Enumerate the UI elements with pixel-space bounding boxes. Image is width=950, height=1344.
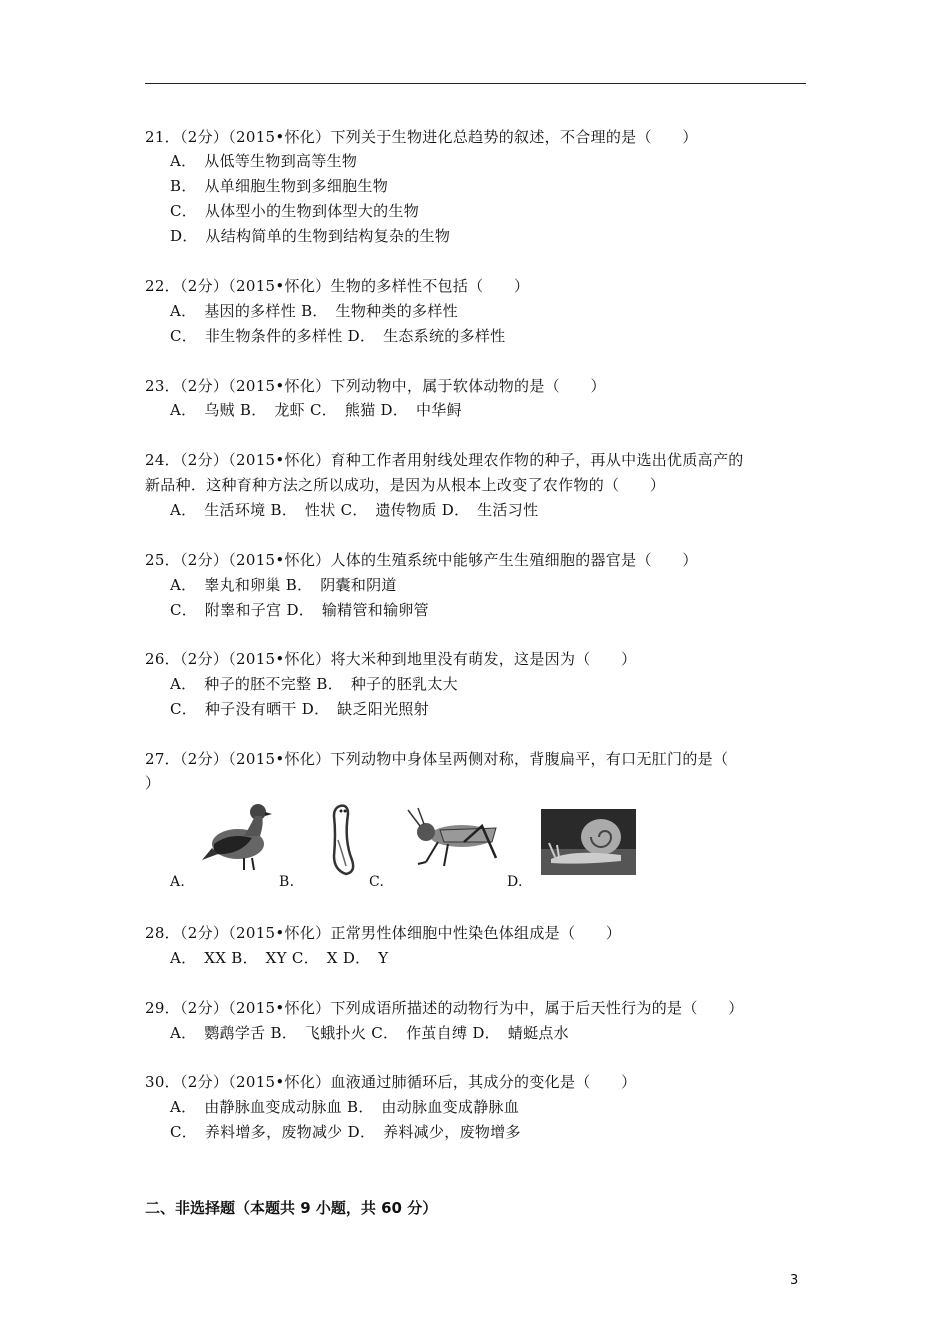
question-24-options: A． 生活环境 B． 性状 C． 遗传物质 D． 生活习性: [170, 501, 539, 519]
question-30-options-ab: A． 由静脉血变成动脉血 B． 由动脉血变成静脉血: [170, 1098, 520, 1116]
header-rule: [145, 83, 806, 84]
question-27-option-a: A.: [170, 874, 186, 890]
question-26-stem: 26．（2分）（2015•怀化）将大米种到地里没有萌发，这是因为（ ）: [145, 650, 637, 668]
question-25-options-ab: A． 睾丸和卵巢 B． 阴囊和阴道: [170, 576, 397, 594]
question-25-options-cd: C． 附睾和子宫 D． 输精管和输卵管: [170, 601, 429, 619]
question-30-options-cd: C． 养料增多，废物减少 D． 养料减少，废物增多: [170, 1123, 521, 1141]
question-29-options: A． 鹦鹉学舌 B． 飞蛾扑火 C． 作茧自缚 D． 蜻蜓点水: [170, 1024, 569, 1042]
question-26-options-ab: A． 种子的胚不完整 B． 种子的胚乳太大: [170, 675, 458, 693]
question-21-option-a: A． 从低等生物到高等生物: [170, 152, 358, 170]
snail-image: [541, 809, 636, 875]
question-24-stem: 24．（2分）（2015•怀化）育种工作者用射线处理农作物的种子，再从中选出优质高产的: [145, 451, 744, 469]
question-21-stem: 21．（2分）（2015•怀化）下列关于生物进化总趋势的叙述，不合理的是（ ）: [145, 128, 698, 146]
question-24-stem-cont: 新品种．这种育种方法之所以成功，是因为从根本上改变了农作物的（ ）: [145, 476, 666, 494]
question-22-options-ab: A． 基因的多样性 B． 生物种类的多样性: [170, 302, 458, 320]
question-21-option-d: D． 从结构简单的生物到结构复杂的生物: [170, 227, 451, 245]
question-22-options-cd: C． 非生物条件的多样性 D． 生态系统的多样性: [170, 327, 506, 345]
grasshopper-image: [404, 806, 504, 874]
question-23-options: A． 乌贼 B． 龙虾 C． 熊猫 D． 中华鲟: [170, 401, 462, 419]
question-27-stem: 27．（2分）（2015•怀化）下列动物中身体呈两侧对称，背腹扁平，有口无肛门的是（: [145, 750, 729, 768]
question-28-options: A． XX B． XY C． X D． Y: [170, 949, 389, 967]
question-27-option-b: B.: [279, 874, 295, 890]
page-number: 3: [790, 1273, 799, 1288]
question-26-options-cd: C． 种子没有晒干 D． 缺乏阳光照射: [170, 700, 429, 718]
question-27-stem-cont: ）: [145, 774, 161, 792]
question-27-option-d: D.: [507, 874, 523, 890]
section-title: 二、非选择题（本题共 9 小题，共 60 分）: [145, 1199, 438, 1217]
planarian-image: [312, 800, 372, 880]
question-22-stem: 22．（2分）（2015•怀化）生物的多样性不包括（ ）: [145, 277, 530, 295]
question-21-option-c: C． 从体型小的生物到体型大的生物: [170, 202, 420, 220]
pigeon-image: [200, 796, 275, 876]
question-25-stem: 25．（2分）（2015•怀化）人体的生殖系统中能够产生生殖细胞的器官是（ ）: [145, 551, 698, 569]
question-29-stem: 29．（2分）（2015•怀化）下列成语所描述的动物行为中，属于后天性行为的是（ ）: [145, 999, 744, 1017]
question-27-option-c: C.: [369, 874, 385, 890]
question-28-stem: 28．（2分）（2015•怀化）正常男性体细胞中性染色体组成是（ ）: [145, 924, 622, 942]
question-23-stem: 23．（2分）（2015•怀化）下列动物中，属于软体动物的是（ ）: [145, 377, 606, 395]
question-21-option-b: B． 从单细胞生物到多细胞生物: [170, 177, 389, 195]
question-30-stem: 30．（2分）（2015•怀化）血液通过肺循环后，其成分的变化是（ ）: [145, 1073, 637, 1091]
